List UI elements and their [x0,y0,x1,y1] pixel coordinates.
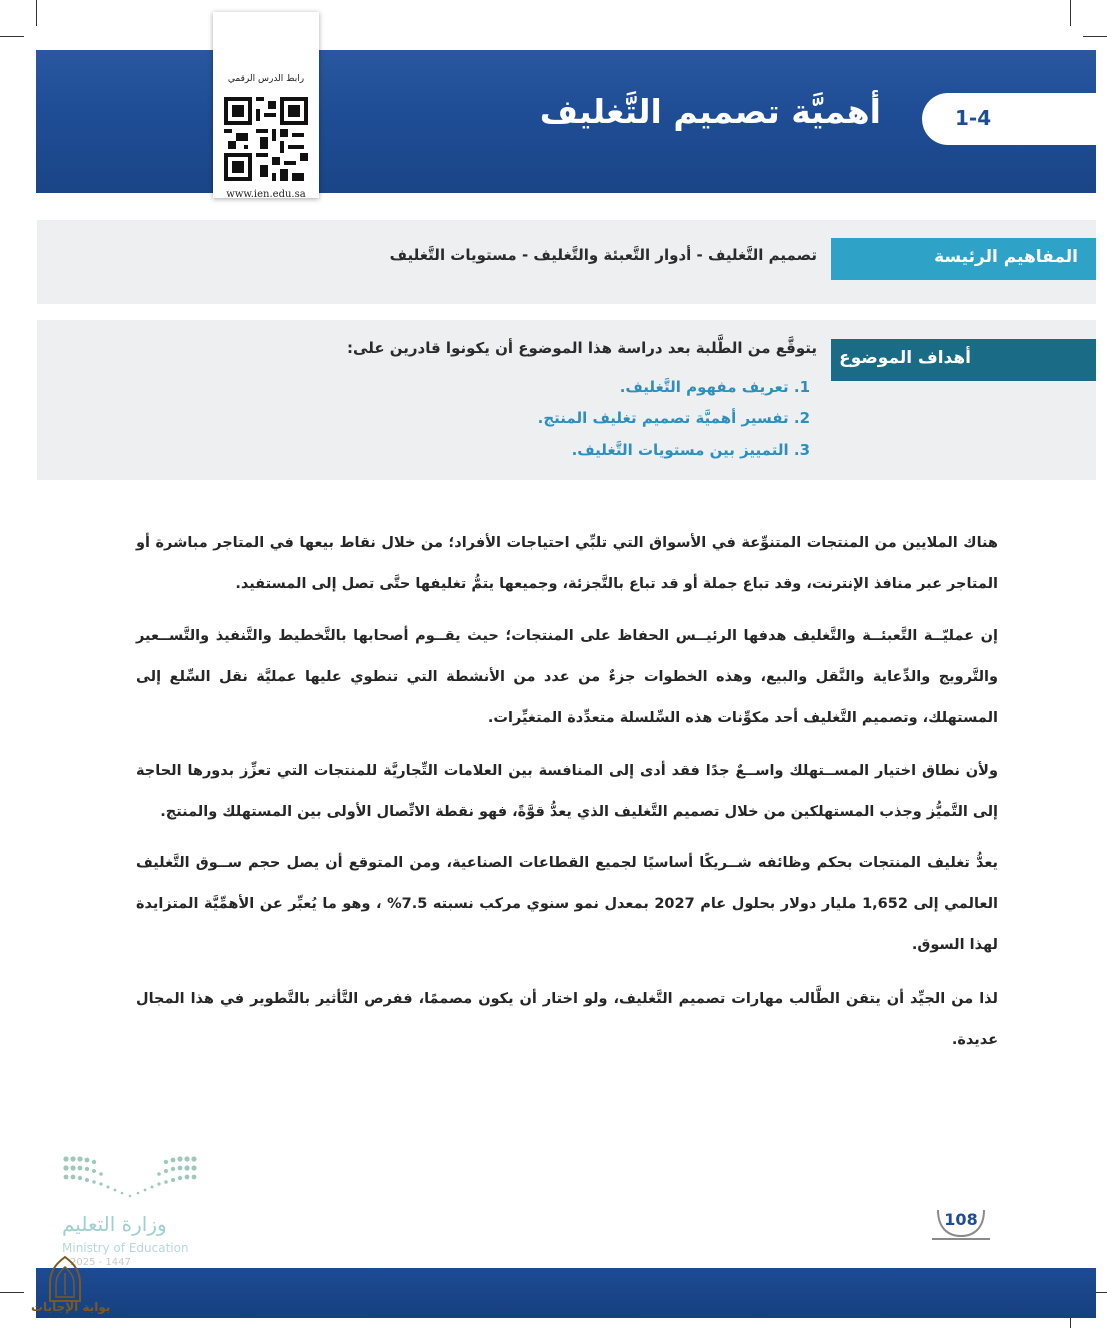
qr-code-icon[interactable] [224,92,308,186]
body-paragraph: لذا من الجيِّد أن يتقن الطَّالب مهارات تصميم التَّغليف، ولو اختار أن يكون مصممًا، ففرص التَّأثير بالتَّطوير في هذا المجال عديدة. [136,991,998,1048]
ministry-name-arabic: وزارة التعليم [62,1212,167,1236]
objective-item: 1. تعريف مفهوم التَّغليف. [619,378,810,396]
body-paragraph: إن عمليّــة التَّعبئــة والتَّغليف هدفها الرئيــس الحفاظ على المنتجات؛ حيث يقــوم أصحابها بالتَّخطيط والتَّنفيذ والتَّســعير والتَّرويج والدِّعاية والنَّقل والبيع، وهذه الخطوات جزءٌ من عدد من الأنشطة التي تنطوي عليها عمليَّة نقل السِّلع إلى المستهلك، وتصميم التَّغليف أحد مكوِّنات هذه السِّلسلة متعدِّدة المتغيِّرات. [136,628,998,726]
ministry-logo-icon [62,1155,198,1199]
page-number: 108 [944,1210,978,1229]
lesson-number-tab [922,93,1107,145]
objectives-intro: يتوقَّع من الطَّلبة بعد دراسة هذا الموضوع أن يكونوا قادرين على: [347,339,817,357]
crop-mark [1083,36,1107,37]
page-title: أهميَّة تصميم التَّغليف [539,92,881,131]
body-paragraph: يعدُّ تغليف المنتجات بحكم وظائفه شــريكًا أساسيًا لجميع القطاعات الصناعية، ومن المتوقع أن يصل حجم ســوق التَّغليف العالمي إلى 1,652 مليار دولار بحلول عام 2027 بمعدل نمو سنوي مركب نسبته 7.5% ، وهو ما يُعبِّر عن الأهمِّيَّة المتزايدة لهذا السوق. [136,855,998,953]
ministry-name-english: Ministry of Education [62,1241,189,1255]
objective-item: 3. التمييز بين مستويات التَّغليف. [571,441,810,459]
crop-mark [1070,0,1071,26]
footer-bar [36,1268,1096,1318]
watermark-logo-icon [44,1255,86,1305]
lesson-number: 1-4 [955,106,992,130]
crop-mark [0,1292,24,1293]
objectives-label: أهداف الموضوع [831,339,1096,381]
edition-year: 2025 - 1447 [70,1257,131,1268]
key-concepts-label: المفاهيم الرئيسة [831,238,1096,280]
watermark-text: بوابة الإجابات [31,1300,111,1314]
body-paragraph: هناك الملايين من المنتجات المتنوِّعة في الأسواق التي تلبِّي احتياجات الأفراد؛ من خلال نقاط بيعها في المتاجر مباشرة أو المتاجر عبر منافذ الإنترنت، وقد تباع جملة أو قد تباع بالتَّجزئة، وجميعها يتمُّ تغليفها حتَّى تصل إلى المستفيد. [136,535,998,592]
crop-mark [0,36,24,37]
crop-mark [36,0,37,26]
body-paragraph: ولأن نطاق اختيار المســتهلك واســعٌ جدًا فقد أدى إلى المنافسة بين العلامات التِّجاريَّة للمنتجات التي تعزِّز بدورها الحاجة إلى التَّميُّز وجذب المستهلكين من خلال تصميم التَّغليف الذي يعدُّ قوَّةً، فهو نقطة الاتِّصال الأولى بين المستهلك والمنتج. [136,763,998,820]
key-concepts-text: تصميم التَّغليف - أدوار التَّعبئة والتَّغليف - مستويات التَّغليف [389,246,817,264]
objective-item: 2. تفسير أهميَّة تصميم تغليف المنتج. [537,409,810,427]
qr-label: رابط الدرس الرقمي [227,74,305,84]
qr-card[interactable] [213,12,319,198]
qr-url[interactable]: www.ien.edu.sa [226,189,306,200]
